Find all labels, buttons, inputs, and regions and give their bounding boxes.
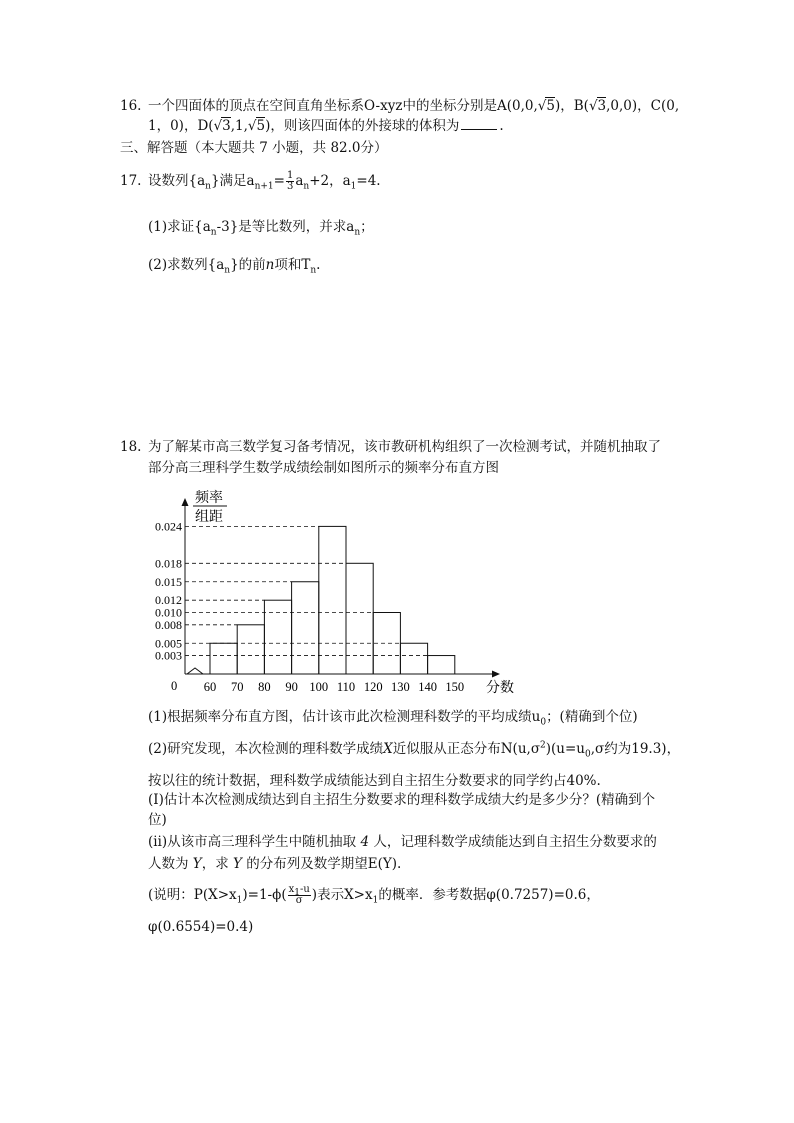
x-tick-label: 80 [258, 680, 271, 694]
bar-[100,110) [319, 526, 346, 674]
section-header: 三、解答题（本大题共 7 小题，共 82.0分） [120, 140, 388, 156]
q16-text-b: )，B( [554, 98, 589, 114]
q18-p1-sub: 0 [540, 717, 547, 728]
q18-pi-2: 位) [148, 812, 167, 828]
x-axis-arrow [492, 671, 500, 678]
q17-frac-top: 1 [286, 170, 294, 181]
answer-blank [461, 117, 497, 130]
q18-p2-d: ,σ约为19.3)， [590, 741, 681, 757]
q17-plus2: +2，a [309, 173, 351, 189]
q18-note-sub1: 1 [236, 895, 243, 906]
q18-note-ftop: x [288, 884, 295, 895]
q17-eq: = [273, 173, 285, 189]
q18-note-c: )表示X>x [311, 887, 373, 903]
x-tick-label: 90 [285, 680, 298, 694]
q16-line2-a: 1，0)，D( [148, 118, 214, 134]
q17-p2-d: . [316, 257, 321, 273]
x-tick-label: 120 [363, 680, 383, 694]
q18-pii-2b: ，求 [201, 856, 229, 872]
q18-p2-a: (2)研究发现，本次检测的理科数学成绩 [148, 741, 384, 757]
q17-intro: 设数列{a [148, 173, 206, 189]
q18-pii-2y2: Y [233, 856, 242, 872]
q18-note-fbot: σ [295, 895, 303, 906]
q17-part2 [148, 256, 320, 274]
y-axis-label-bottom: 组距 [195, 510, 223, 525]
q17-sub-n: n [205, 181, 211, 192]
q18-number: 18. [120, 439, 142, 455]
y-tick-label: 0.005 [155, 636, 182, 651]
q16-line2-b: ,1, [230, 118, 248, 134]
y-tick-label: 0.012 [155, 593, 182, 608]
q16-line2-end: . [499, 118, 504, 134]
bar-[70,80) [237, 625, 264, 674]
q18-p2-c: )(u=u [545, 741, 585, 757]
q18-pii-1b: 人，记理科数学成绩能达到自主招生分数要求的 [373, 834, 657, 850]
q16-line2: 1，0)，D(√3,1,√5)，则该四面体的外接球的体积为 . [148, 118, 504, 134]
q17-p2-c: 项和T [274, 257, 311, 273]
origin-label: 0 [171, 679, 178, 693]
q17-sub-n1: n+1 [254, 181, 274, 192]
q16-text-a: 一个四面体的顶点在空间直角坐标系O-xyz中的坐标分别是A(0,0, [148, 98, 538, 114]
q18-line1-text: 为了解某市高三数学复习备考情况，该市教研机构组织了一次检测考试，并随机抽取了 [148, 439, 661, 455]
x-tick-label: 60 [203, 680, 217, 694]
q16-line1: 16. 一个四面体的顶点在空间直角坐标系O-xyz中的坐标分别是A(0,0,√5)，B(√3,0,0)，C(0, [120, 98, 680, 114]
bar-[110,120) [346, 563, 373, 674]
q17-number: 17. [120, 173, 142, 189]
y-tick-label: 0.024 [155, 519, 182, 534]
q18-pi-1: (Ⅰ)估计本次检测成绩达到自主招生分数要求的理科数学成绩大约是多少分？(精确到个 [148, 792, 656, 808]
x-axis-label: 分数 [486, 681, 514, 696]
q17-fraction [286, 171, 294, 192]
x-tick-label: 70 [230, 680, 244, 694]
q18-p3: 按以往的统计数据，理科数学成绩能达到自主招生分数要求的同学约占40%. [148, 773, 601, 789]
q17-eq4: =4. [356, 173, 381, 189]
q16-line2-c: )，则该四面体的外接球的体积为 [265, 118, 460, 134]
q18-pii-1a: (ⅱ)从该市高三理科学生中随机抽取 [148, 834, 357, 850]
q18-pii-2 [148, 855, 401, 873]
x-tick-label: 150 [445, 680, 465, 694]
q18-p2-sub0: 0 [585, 749, 591, 760]
q18-note-d: 的概率．参考数据φ(0.7257)=0.6， [378, 887, 600, 903]
y-tick-label: 0.018 [155, 556, 182, 571]
y-tick-label: 0.003 [155, 648, 182, 663]
q18-note-ftop-sub: 1 [294, 888, 300, 898]
q17-sub-1: 1 [350, 181, 357, 192]
q18-p2-x: X [383, 741, 393, 757]
q18-p1-end: ；(精确到个位) [546, 709, 638, 725]
q16-sqrt5: 5 [546, 98, 555, 114]
y-tick-label: 0.008 [155, 617, 182, 632]
y-axis-label-top: 频率 [195, 491, 223, 506]
axis-break-mark [187, 668, 210, 674]
q18-note-b: )=1-ϕ( [242, 887, 287, 903]
q17-mid: }满足a [210, 173, 255, 189]
q18-p1: (1)根据频率分布直方图，估计该市此次检测理科数学的平均成绩u [148, 709, 541, 725]
q18-pii-1n: 4 [360, 834, 370, 850]
x-tick-label: 130 [391, 680, 410, 694]
q16-number: 16. [120, 98, 142, 114]
q18-part2 [148, 740, 680, 758]
q17-p2-sub: n [224, 265, 231, 276]
q18-line1 [120, 438, 661, 456]
q17-p1-sub: n [210, 227, 217, 238]
q18-pii-2y: Y [192, 856, 202, 872]
q18-line2: 部分高三理科学生数学成绩绘制如图所示的频率分布直方图 [148, 460, 499, 476]
q18-p2-b: 近似服从正态分布N(u,σ [392, 741, 541, 757]
q18-note-ftop-b: -u [299, 884, 310, 895]
q17-p2-n: n [265, 257, 275, 273]
q18-part1 [148, 708, 638, 726]
q17-part1 [148, 218, 374, 236]
q17-p1-a: (1)求证{a [148, 219, 211, 235]
q18-pii-2c: 的分布列及数学期望E(Y). [246, 856, 402, 872]
q17-p2-a: (2)求数列{a [148, 257, 225, 273]
q18-note-fraction [288, 885, 311, 906]
q16-sqrt3-b: 3 [222, 118, 231, 134]
q18-note-a: (说明：P(X>x [148, 887, 237, 903]
q17-frac-bot: 3 [286, 181, 294, 192]
q17-p2-sub2: n [310, 265, 317, 276]
q18-pii-1 [148, 833, 657, 851]
q18-pii-2a: 人数为 [148, 856, 189, 872]
y-tick-label: 0.015 [155, 574, 182, 589]
q18-note-line2: φ(0.6554)=0.4) [148, 919, 254, 935]
q17-p2-b: }的前 [230, 257, 266, 273]
q17-after: a [295, 173, 304, 189]
q16-sqrt3: 3 [597, 98, 607, 114]
x-tick-label: 110 [336, 680, 356, 694]
y-axis-arrow [182, 498, 189, 506]
q16-text-c: ,0,0)，C(0, [606, 98, 680, 114]
q18-note [148, 883, 600, 907]
bar-[90,100) [292, 582, 319, 674]
q18-note-sub1-b: 1 [372, 895, 379, 906]
q17-sub-n-b: n [303, 181, 310, 192]
q17-p1-c: ； [360, 219, 374, 235]
x-tick-label: 140 [418, 680, 437, 694]
q17-p1-sub2: n [354, 227, 361, 238]
q16-sqrt5-b: 5 [256, 118, 266, 134]
frequency-histogram [140, 484, 530, 700]
q17-stem [120, 170, 381, 192]
bar-[60,70) [210, 643, 237, 674]
q17-p1-b: -3}是等比数列，并求a [216, 219, 355, 235]
y-tick-label: 0.010 [155, 605, 182, 620]
bar-[80,90) [264, 600, 291, 674]
bar-[140,150) [428, 656, 455, 674]
x-tick-label: 100 [309, 680, 329, 694]
q18-p2-sq: 2 [540, 740, 546, 751]
bar-[130,140) [400, 643, 427, 674]
